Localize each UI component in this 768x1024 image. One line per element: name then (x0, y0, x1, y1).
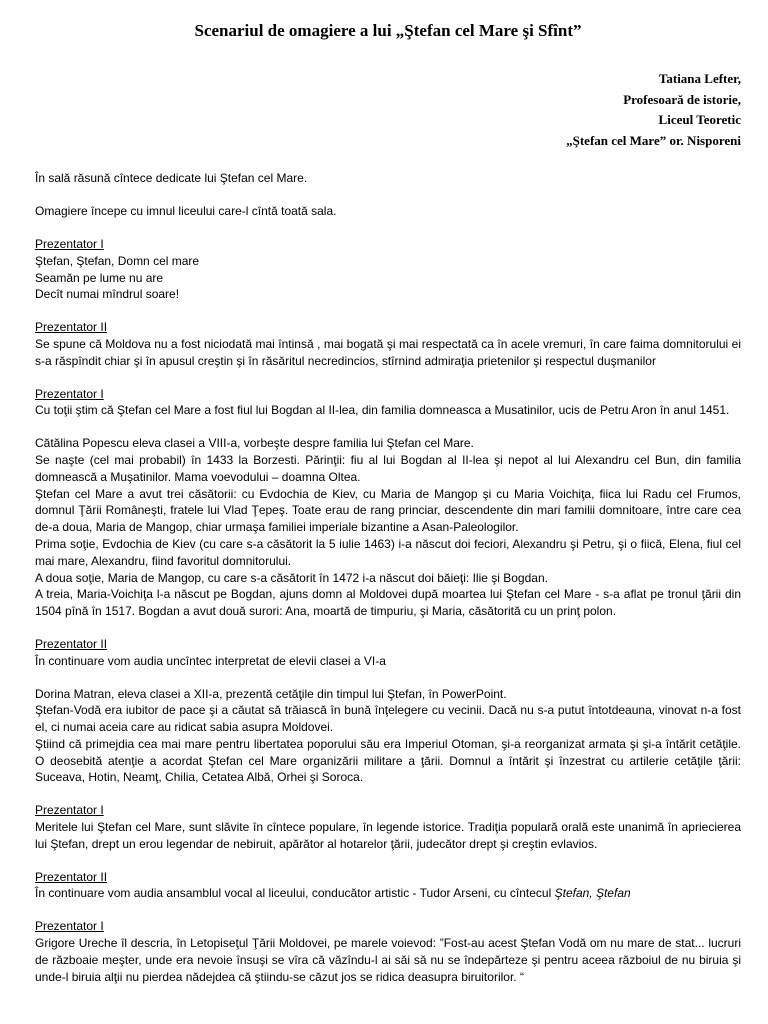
intro-paragraph (35, 170, 741, 187)
author-school-name: „Ştefan cel Mare” or. Nisporeni (566, 132, 741, 148)
speaker-section (35, 918, 741, 985)
speaker-section (35, 869, 741, 903)
speaker-label: Prezentator I (35, 919, 104, 934)
speaker-section (35, 636, 741, 670)
song-title: Ştefan, Ştefan (554, 886, 631, 901)
speaker-label: Prezentator I (35, 236, 104, 251)
section-text-part: În continuare vom audia ansamblul vocal al liceului, conducător artistic - Tudor Arseni, cu cîntecul (35, 886, 555, 901)
speaker-label: Prezentator II (35, 869, 108, 884)
speaker-section (35, 319, 741, 369)
section-text: Meritele lui Ştefan cel Mare, sunt slăvite în cîntece populare, în legende istorice. Tradiţia populară orală este unanimă în apriecierea lui Ştefan, drept un erou legendar de nebiruit, apărător al hotarelor ţării, judecător drept şi creştin evlavios. (35, 820, 741, 851)
speaker-section (35, 236, 741, 303)
speaker-section (35, 802, 741, 852)
intro-paragraph (35, 203, 741, 220)
section-text: A treia, Maria-Voichiţa l-a născut pe Bogdan, ajuns domn al Moldovei după moartea lui Ştefan cel Mare - s-a aflat pe tronul ţării din 1504 pînă în 1517. Bogdan a avut două surori: Ana, moartă de timpuriu, şi Maria, căsătorită cu un prinţ polon. (35, 587, 741, 619)
section-text: Se naşte (cel mai probabil) în 1433 la Borzesti. Părinţii: fiu al lui Bogdan al II-lea şi nepot al lui Alexandru cel Bun, din familia domnească a Muşatinilor. Mama voevodului – doamna Oltea. (35, 452, 741, 484)
section-text: A doua soţie, Maria de Mangop, cu care s-a căsătorit în 1472 i-a născut doi băieţi: Ilie şi Bogdan. (35, 570, 548, 585)
intro-text: În sală răsună cîntece dedicate lui Ştefan cel Mare. (35, 171, 308, 186)
section-text: Ştiind că primejdia cea mai mare pentru libertatea poporului său era Imperiul Otoman, şi-a reorganizat armata şi şi-a întărit cetăţile. O deosebită atenţie a acordat Ştefan cel Mare organizării militare a ţării. Domnul a întărit şi înzestrat cu artilerie cetăţile ţării: Suceava, Hotin, Neamţ, Chilia, Cetatea Albă, Orhei şi Soroca. (35, 736, 741, 785)
section-text: Prima soţie, Evdochia de Kiev (cu care s-a căsătorit la 5 iulie 1463) i-a născut doi feciori, Alexandru şi Petru, şi o fiică, Elena, fiul cel mai mare, Alexandru, fiind favoritul domnitorului. (35, 536, 741, 568)
author-block (35, 69, 741, 151)
section-text: Cu toţii ştim că Ştefan cel Mare a fost fiul lui Bogdan al II-lea, din familia domneasca a Musatinilor, ucis de Petru Aron în anul 1451. (35, 403, 730, 418)
section-text (35, 885, 741, 902)
author-school: Liceul Teoretic (658, 112, 741, 128)
quote-text: Grigore Ureche îl descria, în Letopiseţul Ţării Moldovei, pe marele voievod: ”Fost-au acest Ştefan Vodă om nu mare de stat... lucruri de războaie meşter, unde era nevoie însuşi se vîra că văzîndu-l ai săi să nu se îndepărteze şi pentru aceea războiul de nu biruia şi unde-l biruia alţii nu pierdea nădejdea că ştiindu-se căzut jos se ridica deasupra biruitorilor. “ (35, 936, 741, 984)
section-text: Ştefan-Vodă era iubitor de pace şi a căutat să trăiască în bună înţelegere cu vecinii. Dacă nu s-a putut întotdeauna, vinovat n-a fost el, ci numai aceia care au ridicat sabia asupra Moldovei. (35, 703, 741, 735)
author-name: Tatiana Lefter, (658, 71, 741, 86)
speaker-label: Prezentator II (35, 636, 108, 651)
verse-line: Seamăn pe lume nu are (35, 270, 164, 285)
section-text: În continuare vom audia uncîntec interpretat de elevii clasei a VI-a (35, 653, 386, 668)
fortresses-section (35, 686, 741, 787)
section-text: Ştefan cel Mare a avut trei căsătorii: cu Evdochia de Kiev, cu Maria de Mangop şi cu Maria Voichiţa, fiica lui Radu cel Frumos, domnul Ţării Româneşti, fratele lui Vlad Ţepeş. Toate erau de rang princiar, descendente din mari familii domnitoare, între care cea de-a doua, Maria de Mangop, chiar urmaşa familiei imperiale bizantine a Asan-Paleologilor. (35, 486, 741, 535)
speaker-label: Prezentator I (35, 386, 104, 401)
section-text: Dorina Matran, eleva clasei a XII-a, prezentă cetăţile din timpul lui Ştefan, în PowerPoint. (35, 686, 507, 701)
author-position: Profesoară de istorie, (623, 91, 741, 107)
verse-line: Ştefan, Ştefan, Domn cel mare (35, 253, 200, 268)
section-text: Cătălina Popescu eleva clasei a VIII-a, vorbeşte despre familia lui Ştefan cel Mare. (35, 436, 474, 451)
document-title: Scenariul de omagiere a lui „Ştefan cel Mare şi Sfînt” (194, 21, 582, 40)
document-page (35, 20, 741, 1001)
intro-text: Omagiere începe cu imnul liceului care-l cîntă toată sala. (35, 204, 337, 219)
speaker-label: Prezentator I (35, 803, 104, 818)
verse-line: Decît numai mîndrul soare! (35, 287, 180, 302)
section-text: Se spune că Moldova nu a fost niciodată mai întinsă , mai bogată şi mai respectată ca în acele vremuri, în care faima domnitorului ei s-a răspîndit chiar şi în apusul creştin şi în răsăritul necredincios, stîrnind admiraţia prietenilor şi respectul duşmanilor (35, 336, 741, 368)
speaker-label: Prezentator II (35, 320, 108, 335)
speaker-section (35, 386, 741, 420)
family-section (35, 435, 741, 620)
